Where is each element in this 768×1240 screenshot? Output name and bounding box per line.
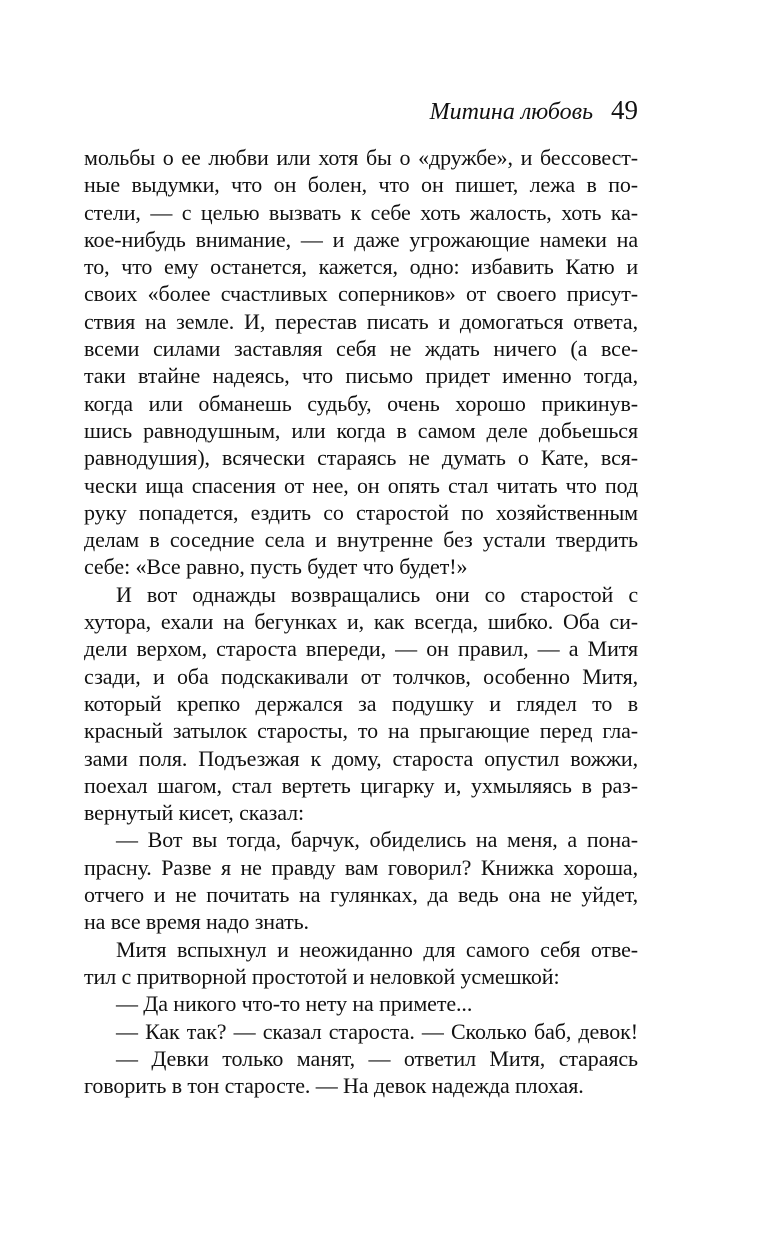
text-line: ные выдумки, что он болен, что он пишет, лежа в по- <box>84 172 638 198</box>
text-line: зами поля. Подъезжая к дому, староста опустил вожжи, <box>84 745 638 771</box>
text-line: который крепко держался за подушку и глядел то в <box>84 690 638 716</box>
text-line: И вот однажды возвращались они со старостой с <box>116 581 638 607</box>
text-line: на все время надо знать. <box>84 909 309 935</box>
text-line: говорить в тон старосте. — На девок надежда плохая. <box>84 1073 584 1099</box>
text-line: равнодушия), всячески стараясь не думать о Кате, вся- <box>84 445 638 471</box>
text-line: — Вот вы тогда, барчук, обиделись на меня, а пона- <box>116 827 638 853</box>
text-line: прасну. Разве я не правду вам говорил? Книжка хороша, <box>84 854 638 880</box>
text-line: — Как так? — сказал староста. — Сколько баб, девок! <box>116 1018 638 1044</box>
text-line: своих «более счастливых соперников» от своего присут- <box>84 281 638 307</box>
text-line: мольбы о ее любви или хотя бы о «дружбе», и бессовест- <box>84 145 638 170</box>
text-line: красный затылок старосты, то на прыгающие перед гла- <box>84 718 638 744</box>
text-line: сзади, и оба подскакивали от толчков, особенно Митя, <box>84 663 638 689</box>
running-title: Митина любовь <box>429 99 593 125</box>
text-line: всеми силами заставляя себя не ждать ничего (а все- <box>84 336 638 362</box>
text-line: поехал шагом, стал вертеть цигарку и, ухмыляясь в раз- <box>84 772 638 798</box>
text-line: когда или обманешь судьбу, очень хорошо прикинув- <box>84 390 638 416</box>
text-line: то, что ему останется, кажется, одно: избавить Катю и <box>84 254 638 280</box>
text-line: Митя вспыхнул и неожиданно для самого себя отве- <box>116 936 638 962</box>
page-number: 49 <box>611 95 638 125</box>
text-line: — Девки только манят, — ответил Митя, стараясь <box>116 1045 638 1071</box>
text-line: чески ища спасения от нее, он опять стал читать что под <box>84 472 638 498</box>
text-line: вернутый кисет, сказал: <box>84 800 305 826</box>
text-line: таки втайне надеясь, что письмо придет именно тогда, <box>84 363 638 389</box>
text-line: дели верхом, староста впереди, — он правил, — а Митя <box>84 636 638 662</box>
text-line: ствия на земле. И, перестав писать и домогаться ответа, <box>84 308 638 334</box>
text-line: делам в соседние села и внутренне без устали твердить <box>84 527 638 553</box>
running-head <box>430 92 638 130</box>
text-line: стели, — с целью вызвать к себе хоть жалость, хоть ка- <box>84 199 638 225</box>
text-line: отчего и не почитать на гулянках, да ведь она не уйдет, <box>84 882 638 908</box>
text-line: — Да никого что-то нету на примете... <box>116 991 473 1017</box>
text-line: тил с притворной простотой и неловкой усмешкой: <box>84 963 560 989</box>
text-line: шись равнодушным, или когда в самом деле добьешься <box>84 417 638 443</box>
text-line: хутора, ехали на бегунках и, как всегда, шибко. Оба си- <box>84 609 638 635</box>
text-line: себе: «Все равно, пусть будет что будет!» <box>84 554 468 580</box>
body-text <box>84 144 638 1099</box>
text-line: кое-нибудь внимание, — и даже угрожающие намеки на <box>84 226 638 252</box>
text-line: руку попадется, ездить со старостой по хозяйственным <box>84 499 638 525</box>
